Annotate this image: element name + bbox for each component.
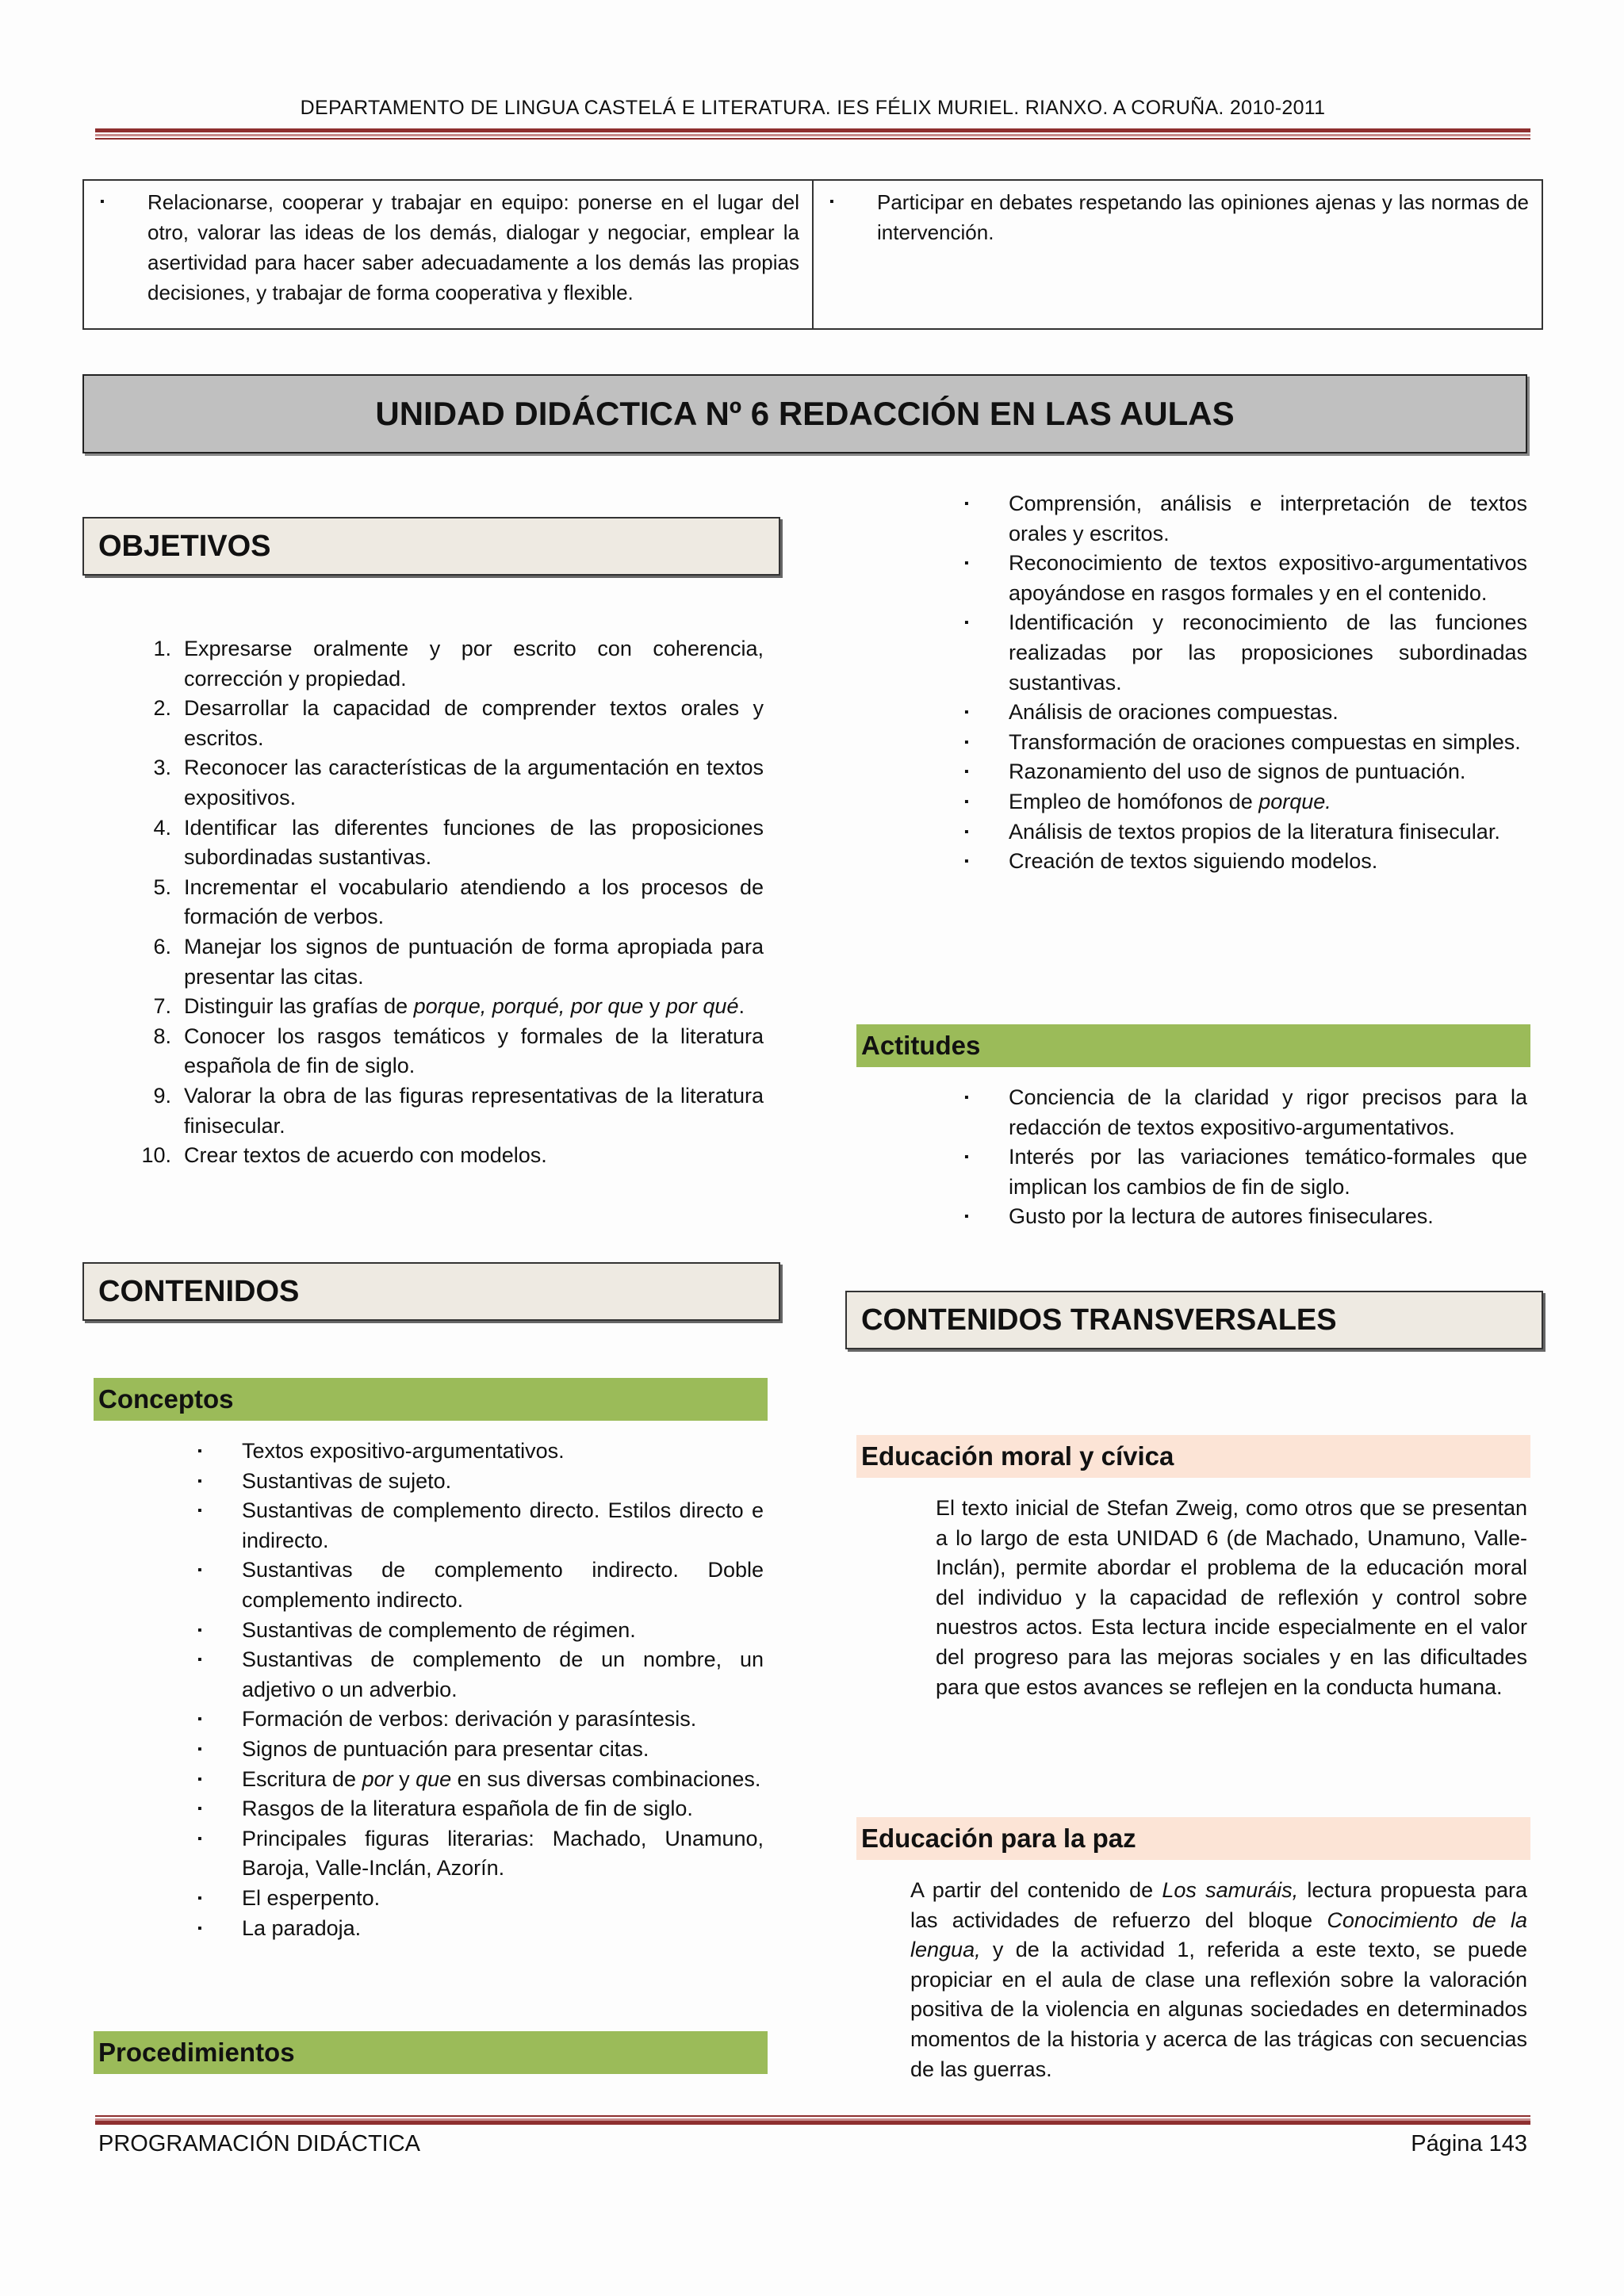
table-cell-text: Participar en debates respetando las opiniones ajenas y las normas de intervención. <box>877 190 1529 244</box>
paz-heading: Educación para la paz <box>856 1817 1530 1860</box>
list-item-text: Interés por las variaciones temático-formales que implican los cambios de fin de siglo. <box>1009 1145 1527 1199</box>
actitudes-heading: Actitudes <box>856 1024 1530 1067</box>
objetivo-italic: por qué <box>665 994 739 1019</box>
procedimiento-item <box>961 549 1527 608</box>
bullet-icon: ▪ <box>964 1210 969 1224</box>
concepto-item <box>194 1765 764 1795</box>
bullet-icon: ▪ <box>964 735 969 749</box>
list-item-text: Sustantivas de complemento de un nombre, un adjetivo o un adverbio. <box>242 1647 764 1701</box>
header-rule <box>95 128 1530 140</box>
list-item-text: Análisis de textos propios de la literatura finisecular. <box>1009 819 1500 844</box>
list-item-text: Comprensión, análisis e interpretación de textos orales y escritos. <box>1009 492 1527 545</box>
bullet-icon: ▪ <box>197 1742 202 1756</box>
page-header: DEPARTAMENTO DE LINGUA CASTELÁ E LITERATURA. IES FÉLIX MURIEL. RIANXO. A CORUÑA. 2010-2011 <box>300 97 1326 119</box>
list-item-text <box>1009 787 1527 817</box>
list-item-text: Razonamiento del uso de signos de puntuación. <box>1009 760 1466 784</box>
list-item-text: Identificación y reconocimiento de las funciones realizadas por las proposiciones subordinadas sustantivas. <box>1009 610 1527 695</box>
objetivo-italic: porque, porqué, por que <box>413 994 644 1019</box>
bullet-icon: ▪ <box>197 1653 202 1667</box>
bullet-icon: ▪ <box>100 195 105 209</box>
competencias-table <box>82 179 1543 330</box>
list-item-text: La paradoja. <box>242 1915 362 1940</box>
moral-paragraph: El texto inicial de Stefan Zweig, como otros que se presentan a lo largo de esta UNIDAD 6 (de Machado, Unamuno, Valle-Inclán), permite abordar el problema de la educación moral del individuo y la capacidad de reflexión y control sobre nuestros actos. Esta lectura incide especialmente en el valor del progreso para las mejoras sociales y en las dificultades para que estos avances se reflejen en la conducta humana. <box>936 1496 1527 1699</box>
bullet-icon: ▪ <box>197 1831 202 1846</box>
paz-italic-2: Conocimiento de la lengua, <box>910 1908 1527 1962</box>
concepto-text-part: y <box>393 1766 416 1791</box>
procedimiento-italic: porque. <box>1258 789 1331 813</box>
bullet-icon: ▪ <box>829 195 834 209</box>
list-item-text: Textos expositivo-argumentativos. <box>242 1439 565 1463</box>
objetivo-text: Crear textos de acuerdo con modelos. <box>184 1143 547 1168</box>
list-item-text: Formación de verbos: derivación y parasíntesis. <box>242 1707 697 1732</box>
objetivo-number: 6. <box>153 934 171 959</box>
footer-left: PROGRAMACIÓN DIDÁCTICA <box>98 2131 421 2156</box>
procedimiento-item <box>961 787 1527 817</box>
list-item-text: Principales figuras literarias: Machado, Unamuno, Baroja, Valle-Inclán, Azorín. <box>242 1826 764 1881</box>
objetivos-heading: OBJETIVOS <box>82 517 780 576</box>
list-item-text: Signos de puntuación para presentar citas. <box>242 1736 649 1761</box>
concepto-item <box>194 1884 764 1914</box>
table-cell-text: Relacionarse, cooperar y trabajar en equipo: ponerse en el lugar del otro, valorar las ideas de los demás, dialogar y negociar, emplear la asertividad para hacer saber adecuadamente a los demás las propias decisiones, y trabajar de forma cooperativa y flexible. <box>147 190 799 304</box>
list-item-text: Gusto por la lectura de autores finiseculares. <box>1009 1204 1434 1229</box>
bullet-icon: ▪ <box>964 1091 969 1104</box>
objetivo-text: Expresarse oralmente y por escrito con coherencia, corrección y propiedad. <box>184 637 764 691</box>
procedimiento-item <box>961 608 1527 698</box>
objetivos-list <box>135 634 764 1171</box>
bullet-icon: ▪ <box>197 1504 202 1518</box>
list-item-text: Transformación de oraciones compuestas en simples. <box>1009 729 1521 754</box>
objetivo-number: 10. <box>141 1143 171 1168</box>
bullet-icon: ▪ <box>964 616 969 630</box>
procedimientos-heading: Procedimientos <box>94 2031 768 2074</box>
bullet-icon: ▪ <box>964 706 969 720</box>
objetivo-text <box>184 992 764 1022</box>
objetivo-text: Reconocer las características de la argumentación en textos expositivos. <box>184 756 764 809</box>
concepto-item <box>194 1914 764 1944</box>
paz-italic-1: Los samuráis, <box>1162 1878 1299 1902</box>
procedimiento-item <box>961 489 1527 549</box>
concepto-text-part: Escritura de <box>242 1766 362 1791</box>
concepto-item <box>194 1437 764 1467</box>
list-item-text: Creación de textos siguiendo modelos. <box>1009 849 1378 874</box>
objetivo-text-part: . <box>738 994 745 1019</box>
procedimiento-item <box>961 847 1527 877</box>
objetivo-number: 7. <box>153 994 171 1019</box>
objetivo-text: Identificar las diferentes funciones de las proposiciones subordinadas sustantivas. <box>184 815 764 870</box>
objetivo-number: 8. <box>153 1024 171 1048</box>
bullet-icon: ▪ <box>964 765 969 779</box>
transversales-heading: CONTENIDOS TRANSVERSALES <box>845 1291 1543 1349</box>
concepto-item <box>194 1467 764 1497</box>
page-number: Página 143 <box>1411 2131 1527 2156</box>
objetivo-text-part: Distinguir las grafías de <box>184 994 414 1019</box>
objetivo-text: Desarrollar la capacidad de comprender textos orales y escritos. <box>184 696 764 750</box>
actitud-item <box>961 1202 1527 1232</box>
footer-rule <box>95 2114 1530 2125</box>
objetivo-number: 5. <box>153 874 171 899</box>
objetivo-number: 9. <box>153 1083 171 1108</box>
objetivo-number: 3. <box>153 756 171 780</box>
actitud-item <box>961 1083 1527 1142</box>
concepto-italic: por <box>362 1766 393 1791</box>
bullet-icon: ▪ <box>964 825 969 839</box>
actitud-item <box>961 1142 1527 1202</box>
procedimiento-item <box>961 817 1527 848</box>
concepto-item <box>194 1824 764 1884</box>
bullet-icon: ▪ <box>197 1712 202 1727</box>
objetivo-item <box>135 873 764 932</box>
objetivo-number: 1. <box>153 637 171 660</box>
conceptos-heading: Conceptos <box>94 1378 768 1421</box>
objetivo-item <box>135 813 764 873</box>
bullet-icon: ▪ <box>964 855 969 869</box>
list-item-text: Conciencia de la claridad y rigor precisos para la redacción de textos expositivo-argumentativos. <box>1009 1085 1527 1139</box>
bullet-icon: ▪ <box>197 1802 202 1816</box>
objetivo-item <box>135 1022 764 1081</box>
concepto-item <box>194 1735 764 1765</box>
bullet-icon: ▪ <box>197 1772 202 1786</box>
paz-text-2: lectura propuesta para las actividades de refuerzo del bloque <box>910 1878 1527 1932</box>
conceptos-list <box>194 1437 764 1943</box>
objetivo-item <box>135 753 764 813</box>
concepto-item <box>194 1616 764 1646</box>
objetivo-item <box>135 1141 764 1171</box>
table-cell-left <box>84 181 814 328</box>
paz-text-3: y de la actividad 1, referida a este texto, se puede propiciar en el aula de clase una reflexión sobre la valoración positiva de la violencia en algunas sociedades en determinados momentos de la historia y acerca de las trágicas con secuencias de las guerras. <box>910 1938 1527 2081</box>
list-item-text: Análisis de oraciones compuestas. <box>1009 700 1339 725</box>
bullet-icon: ▪ <box>964 497 969 511</box>
objetivo-number: 4. <box>153 815 171 840</box>
procedimientos-list <box>961 489 1527 877</box>
bullet-icon: ▪ <box>197 1563 202 1578</box>
bullet-icon: ▪ <box>197 1921 202 1935</box>
objetivo-item <box>135 992 764 1022</box>
bullet-icon: ▪ <box>964 1150 969 1165</box>
concepto-text-part: en sus diversas combinaciones. <box>451 1766 761 1791</box>
concepto-item <box>194 1556 764 1615</box>
concepto-italic: que <box>416 1766 452 1791</box>
contenidos-heading: CONTENIDOS <box>82 1262 780 1321</box>
list-item-text: Sustantivas de complemento directo. Estilos directo e indirecto. <box>242 1498 764 1552</box>
objetivo-text: Incrementar el vocabulario atendiendo a los procesos de formación de verbos. <box>184 874 764 929</box>
paz-paragraph <box>910 1876 1527 2084</box>
table-cell-right <box>814 181 1542 328</box>
objetivo-text-part: y <box>643 994 666 1019</box>
list-item-text: El esperpento. <box>242 1885 381 1910</box>
list-item-text: Reconocimiento de textos expositivo-argumentativos apoyándose en rasgos formales y en el contenido. <box>1009 551 1527 605</box>
concepto-item <box>194 1705 764 1735</box>
bullet-icon: ▪ <box>964 557 969 571</box>
bullet-icon: ▪ <box>197 1445 202 1458</box>
list-item-text: Sustantivas de sujeto. <box>242 1468 452 1493</box>
actitudes-list <box>961 1083 1527 1232</box>
objetivo-item <box>135 694 764 753</box>
objetivo-item <box>135 1081 764 1141</box>
list-item-text <box>242 1765 764 1795</box>
procedimiento-item <box>961 728 1527 758</box>
procedimiento-item <box>961 698 1527 728</box>
list-item-text: Rasgos de la literatura española de fin de siglo. <box>242 1797 693 1821</box>
procedimiento-text-part: Empleo de homófonos de <box>1009 789 1259 813</box>
list-item-text: Sustantivas de complemento indirecto. Doble complemento indirecto. <box>242 1558 764 1612</box>
concepto-item <box>194 1794 764 1824</box>
unit-title: UNIDAD DIDÁCTICA Nº 6 REDACCIÓN EN LAS AULAS <box>82 374 1527 453</box>
moral-heading: Educación moral y cívica <box>856 1435 1530 1478</box>
bullet-icon: ▪ <box>197 1891 202 1905</box>
bullet-icon: ▪ <box>197 1623 202 1637</box>
objetivo-text: Valorar la obra de las figuras representativas de la literatura finisecular. <box>184 1083 764 1138</box>
objetivo-text: Conocer los rasgos temáticos y formales de la literatura española de fin de siglo. <box>184 1024 764 1078</box>
list-item-text: Sustantivas de complemento de régimen. <box>242 1617 636 1642</box>
objetivo-number: 2. <box>153 696 171 721</box>
concepto-item <box>194 1645 764 1705</box>
objetivo-text: Manejar los signos de puntuación de forma apropiada para presentar las citas. <box>184 934 764 989</box>
bullet-icon: ▪ <box>964 794 969 809</box>
objetivo-item <box>135 932 764 992</box>
objetivo-item <box>135 634 764 694</box>
concepto-item <box>194 1496 764 1556</box>
procedimiento-item <box>961 757 1527 787</box>
paz-text-1: A partir del contenido de <box>910 1878 1162 1902</box>
bullet-icon: ▪ <box>197 1474 202 1488</box>
